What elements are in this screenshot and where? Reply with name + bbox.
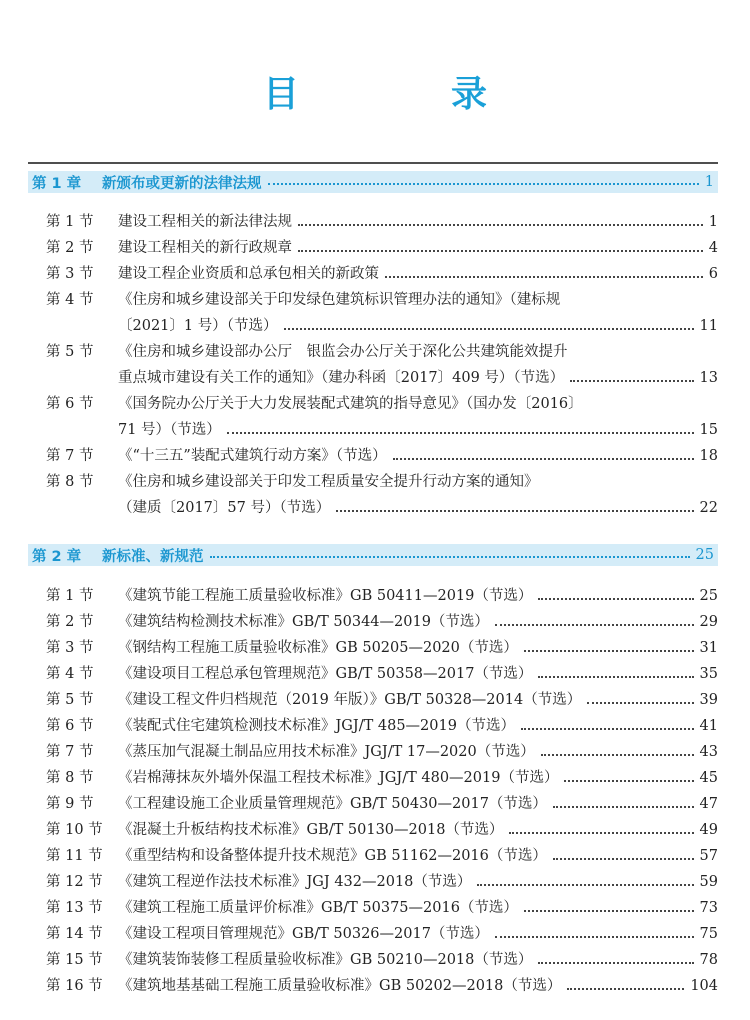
toc-entry[interactable]	[46, 635, 718, 661]
toc-entry[interactable]	[46, 339, 718, 391]
dot-leader	[298, 250, 703, 252]
chapter-page-number: 25	[695, 547, 714, 563]
section-title-text: 《建筑工程逆作法技术标准》JGJ 432—2018（节选）	[118, 874, 472, 890]
dot-leader	[385, 276, 703, 278]
section-number: 第 10 节	[46, 822, 103, 838]
section-title-line	[118, 365, 718, 391]
section-number: 第 3 节	[46, 640, 94, 656]
section-number: 第 16 节	[46, 978, 103, 994]
dot-leader	[477, 884, 693, 886]
dot-leader	[538, 676, 693, 678]
section-title	[118, 391, 718, 443]
section-number: 第 2 节	[46, 614, 94, 630]
section-title-text: 《建筑地基基础工程施工质量验收标准》GB 50202—2018（节选）	[118, 978, 562, 994]
toc-entry[interactable]	[46, 209, 718, 235]
section-title-text: 《工程建设施工企业质量管理规范》GB/T 50430—2017（节选）	[118, 796, 547, 812]
section-number: 第 15 节	[46, 952, 103, 968]
section-page-number: 22	[699, 500, 718, 516]
section-title-line	[118, 843, 718, 869]
toc-entry[interactable]	[46, 261, 718, 287]
dot-leader	[524, 910, 694, 912]
chapter-number: 第 1 章	[32, 175, 82, 192]
section-title-text: 《住房和城乡建设部办公厅 银监会办公厅关于深化公共建筑能效提升	[118, 344, 568, 360]
dot-leader	[521, 728, 694, 730]
section-number: 第 14 节	[46, 926, 103, 942]
toc-entry[interactable]	[46, 391, 718, 443]
section-title-text: 《重型结构和设备整体提升技术规范》GB 51162—2016（节选）	[118, 848, 547, 864]
section-title-text: 《建设工程项目管理规范》GB/T 50326—2017（节选）	[118, 926, 489, 942]
toc-entry[interactable]	[46, 609, 718, 635]
section-title-line	[118, 713, 718, 739]
section-number: 第 1 节	[46, 214, 94, 230]
toc-entry[interactable]	[46, 947, 718, 973]
section-title-line	[118, 495, 718, 521]
section-title-text: 《蒸压加气混凝土制品应用技术标准》JGJ/T 17—2020（节选）	[118, 744, 535, 760]
section-title-text: 建设工程企业资质和总承包相关的新政策	[118, 266, 379, 282]
dot-leader	[495, 624, 694, 626]
section-page-number: 41	[699, 718, 718, 734]
dot-leader	[268, 183, 699, 185]
section-title-text: 〔2021〕1 号）（节选）	[118, 318, 278, 334]
toc-entry[interactable]	[46, 235, 718, 261]
section-title-line	[118, 583, 718, 609]
toc-entry[interactable]	[46, 661, 718, 687]
dot-leader	[541, 754, 694, 756]
dot-leader	[393, 458, 694, 460]
dot-leader	[564, 780, 693, 782]
dot-leader	[570, 380, 693, 382]
section-page-number: 1	[708, 214, 718, 230]
section-title	[118, 609, 718, 635]
section-title-text: 《建筑结构检测技术标准》GB/T 50344—2019（节选）	[118, 614, 489, 630]
section-title-line	[118, 209, 718, 235]
section-title-text: 《装配式住宅建筑检测技术标准》JGJ/T 485—2019（节选）	[118, 718, 515, 734]
section-number: 第 4 节	[46, 292, 94, 308]
section-title-line	[118, 469, 718, 495]
section-title	[118, 973, 718, 999]
section-page-number: 104	[690, 978, 718, 994]
dot-leader	[495, 936, 694, 938]
section-number: 第 4 节	[46, 666, 94, 682]
section-title	[118, 791, 718, 817]
section-page-number: 25	[699, 588, 718, 604]
section-title	[118, 339, 718, 391]
section-title-text: 《建设项目工程总承包管理规范》GB/T 50358—2017（节选）	[118, 666, 533, 682]
section-number: 第 7 节	[46, 744, 94, 760]
toc-entry[interactable]	[46, 713, 718, 739]
dot-leader	[227, 432, 694, 434]
section-page-number: 35	[699, 666, 718, 682]
section-number: 第 5 节	[46, 344, 94, 360]
section-title-line	[118, 973, 718, 999]
section-page-number: 78	[699, 952, 718, 968]
section-title	[118, 895, 718, 921]
section-page-number: 29	[699, 614, 718, 630]
section-title	[118, 583, 718, 609]
section-title	[118, 739, 718, 765]
toc-entry[interactable]	[46, 843, 718, 869]
top-rule	[28, 162, 718, 164]
section-title-line	[118, 287, 718, 313]
toc-entry[interactable]	[46, 765, 718, 791]
section-title-line	[118, 391, 718, 417]
section-page-number: 15	[699, 422, 718, 438]
section-page-number: 11	[699, 318, 718, 334]
toc-entry[interactable]	[46, 287, 718, 339]
section-title-text: 《国务院办公厅关于大力发展装配式建筑的指导意见》（国办发〔2016〕	[118, 396, 583, 412]
toc-entry[interactable]	[46, 791, 718, 817]
section-title-text: 《混凝土升板结构技术标准》GB/T 50130—2018（节选）	[118, 822, 504, 838]
section-title-line	[118, 339, 718, 365]
toc-entry[interactable]	[46, 687, 718, 713]
section-title-text: 《住房和城乡建设部关于印发工程质量安全提升行动方案的通知》	[118, 474, 539, 490]
section-title-line	[118, 869, 718, 895]
dot-leader	[567, 988, 684, 990]
toc-entry[interactable]	[46, 973, 718, 999]
dot-leader	[210, 556, 690, 558]
toc-title: 目 录	[262, 74, 545, 115]
section-title	[118, 209, 718, 235]
dot-leader	[553, 858, 694, 860]
toc-entry[interactable]	[46, 895, 718, 921]
toc-entry[interactable]	[46, 583, 718, 609]
dot-leader	[553, 806, 694, 808]
section-title-line	[118, 739, 718, 765]
dot-leader	[298, 224, 703, 226]
section-title-text: 《建筑工程施工质量评价标准》GB/T 50375—2016（节选）	[118, 900, 518, 916]
section-title	[118, 443, 718, 469]
section-title-line	[118, 687, 718, 713]
section-title-text: 《岩棉薄抹灰外墙外保温工程技术标准》JGJ/T 480—2019（节选）	[118, 770, 559, 786]
section-number: 第 8 节	[46, 474, 94, 490]
section-title	[118, 843, 718, 869]
section-title	[118, 469, 718, 521]
chapter-heading[interactable]	[28, 544, 718, 566]
section-title-line	[118, 817, 718, 843]
toc-entry[interactable]	[46, 869, 718, 895]
dot-leader	[538, 962, 693, 964]
section-title-text: （建质〔2017〕57 号）（节选）	[118, 500, 331, 516]
section-title-line	[118, 417, 718, 443]
section-page-number: 4	[708, 240, 718, 256]
toc-entry[interactable]	[46, 739, 718, 765]
section-title-text: 《“十三五”装配式建筑行动方案》（节选）	[118, 448, 387, 464]
section-title-text: 《钢结构工程施工质量验收标准》GB 50205—2020（节选）	[118, 640, 518, 656]
section-page-number: 45	[699, 770, 718, 786]
section-number: 第 6 节	[46, 396, 94, 412]
section-title-line	[118, 609, 718, 635]
section-title-text: 71 号）（节选）	[118, 422, 221, 438]
section-page-number: 75	[699, 926, 718, 942]
section-page-number: 6	[708, 266, 718, 282]
section-title	[118, 261, 718, 287]
section-title-text: 《建筑节能工程施工质量验收标准》GB 50411—2019（节选）	[118, 588, 533, 604]
section-page-number: 49	[699, 822, 718, 838]
toc-entry[interactable]	[46, 921, 718, 947]
section-title-text: 建设工程相关的新法律法规	[118, 214, 292, 230]
section-page-number: 31	[699, 640, 718, 656]
section-title	[118, 921, 718, 947]
section-title-line	[118, 443, 718, 469]
section-title-text: 重点城市建设有关工作的通知》（建办科函〔2017〕409 号）（节选）	[118, 370, 565, 386]
section-number: 第 9 节	[46, 796, 94, 812]
section-page-number: 57	[699, 848, 718, 864]
section-page-number: 13	[699, 370, 718, 386]
section-number: 第 12 节	[46, 874, 103, 890]
section-title	[118, 287, 718, 339]
section-page-number: 39	[699, 692, 718, 708]
dot-leader	[336, 510, 693, 512]
section-page-number: 47	[699, 796, 718, 812]
section-number: 第 7 节	[46, 448, 94, 464]
chapter-number: 第 2 章	[32, 548, 82, 565]
section-title-line	[118, 895, 718, 921]
dot-leader	[538, 598, 693, 600]
section-title	[118, 765, 718, 791]
section-title-line	[118, 791, 718, 817]
section-title-line	[118, 635, 718, 661]
section-title	[118, 235, 718, 261]
section-number: 第 1 节	[46, 588, 94, 604]
section-title-line	[118, 313, 718, 339]
chapter-page-number: 1	[704, 174, 714, 190]
section-page-number: 43	[699, 744, 718, 760]
section-number: 第 8 节	[46, 770, 94, 786]
section-title-line	[118, 261, 718, 287]
toc-entry[interactable]	[46, 469, 718, 521]
section-page-number: 18	[699, 448, 718, 464]
dot-leader	[284, 328, 694, 330]
section-number: 第 13 节	[46, 900, 103, 916]
chapter-title: 新颁布或更新的法律法规	[102, 175, 262, 192]
section-page-number: 73	[699, 900, 718, 916]
section-title	[118, 661, 718, 687]
section-title-text: 建设工程相关的新行政规章	[118, 240, 292, 256]
section-title	[118, 687, 718, 713]
section-title-text: 《住房和城乡建设部关于印发绿色建筑标识管理办法的通知》（建标规	[118, 292, 561, 308]
section-title-line	[118, 921, 718, 947]
section-title	[118, 713, 718, 739]
section-page-number: 59	[699, 874, 718, 890]
section-title	[118, 635, 718, 661]
section-title-line	[118, 947, 718, 973]
section-title-text: 《建设工程文件归档规范（2019 年版）》GB/T 50328—2014（节选）	[118, 692, 582, 708]
section-number: 第 5 节	[46, 692, 94, 708]
section-title-line	[118, 661, 718, 687]
section-title-line	[118, 235, 718, 261]
section-number: 第 3 节	[46, 266, 94, 282]
toc-entry[interactable]	[46, 817, 718, 843]
section-title	[118, 947, 718, 973]
dot-leader	[524, 650, 694, 652]
chapter-title: 新标准、新规范	[102, 548, 204, 565]
section-number: 第 6 节	[46, 718, 94, 734]
dot-leader	[587, 702, 693, 704]
section-title	[118, 869, 718, 895]
section-title	[118, 817, 718, 843]
section-number: 第 11 节	[46, 848, 103, 864]
dot-leader	[509, 832, 693, 834]
section-title-line	[118, 765, 718, 791]
toc-entry[interactable]	[46, 443, 718, 469]
section-number: 第 2 节	[46, 240, 94, 256]
section-title-text: 《建筑装饰装修工程质量验收标准》GB 50210—2018（节选）	[118, 952, 533, 968]
chapter-heading[interactable]	[28, 171, 718, 193]
